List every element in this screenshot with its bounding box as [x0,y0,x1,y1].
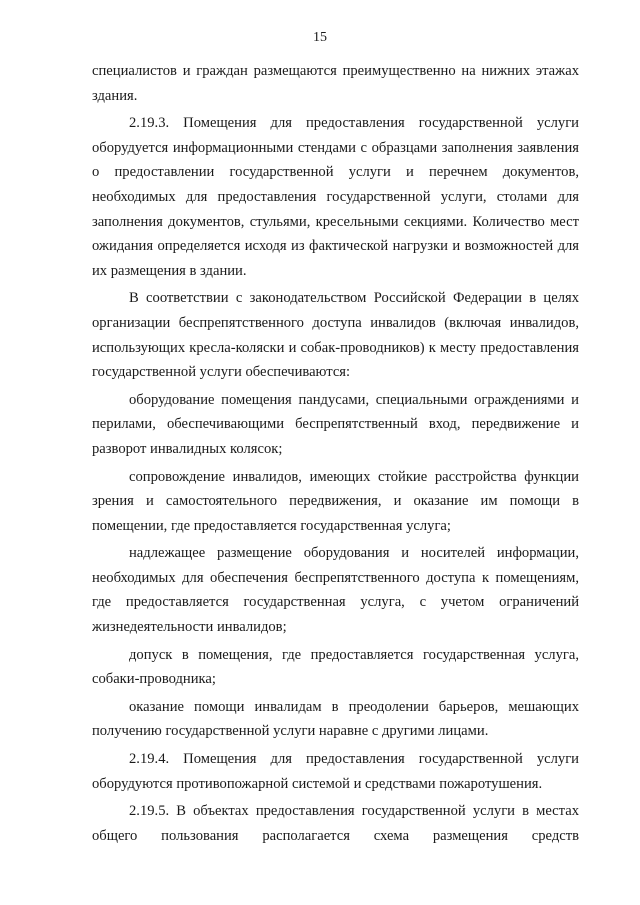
paragraph-2-19-5: 2.19.5. В объектах предоставления государственной услуги в местах общего пользования располагается схема размещения средств [92,803,579,844]
paragraph-2-19-4: 2.19.4. Помещения для предоставления государственной услуги оборудуются противопожарной системой и средствами пожаротушения. [92,751,579,792]
document-body [92,59,579,851]
paragraph-guide-dog: допуск в помещения, где предоставляется государственная услуга, собаки-проводника; [92,646,579,688]
paragraph-assistance: оказание помощи инвалидам в преодолении барьеров, мешающих получению государственной услуги наравне с другими лицами. [92,698,579,740]
paragraph-accessibility-intro: В соответствии с законодательством Российской Федерации в целях организации беспрепятственного доступа инвалидов (включая инвалидов, использующих кресла-коляски и собак-проводников) к месту предоставления государственной услуги обеспечиваются: [92,290,579,381]
paragraph-escort: сопровождение инвалидов, имеющих стойкие расстройства функции зрения и самостоятельного передвижения, и оказание им помощи в помещении, где предоставляется государственная услуга; [92,468,579,534]
paragraph-2-19-3: 2.19.3. Помещения для предоставления государственной услуги оборудуется информационными стендами с образцами заполнения заявления о предоставлении государственной услуги и перечнем документов, необходимых для предоставления государственной услуги, столами для заполнения документов, стульями, кресельными секциями. Количество мест ожидания определяется исходя из фактической нагрузки и возможностей для их размещения в здании. [92,115,579,279]
page-number: 15 [313,30,327,45]
paragraph-equipment: надлежащее размещение оборудования и носителей информации, необходимых для обеспечения беспрепятственного доступа к помещениям, где предоставляется государственная услуга, с учетом ограничений жизнедеятельности инвалидов; [92,545,579,636]
paragraph-continuation: специалистов и граждан размещаются преимущественно на нижних этажах здания. [92,63,579,104]
paragraph-ramps: оборудование помещения пандусами, специальными ограждениями и перилами, обеспечивающими беспрепятственный вход, передвижение и разворот инвалидных колясок; [92,391,579,457]
